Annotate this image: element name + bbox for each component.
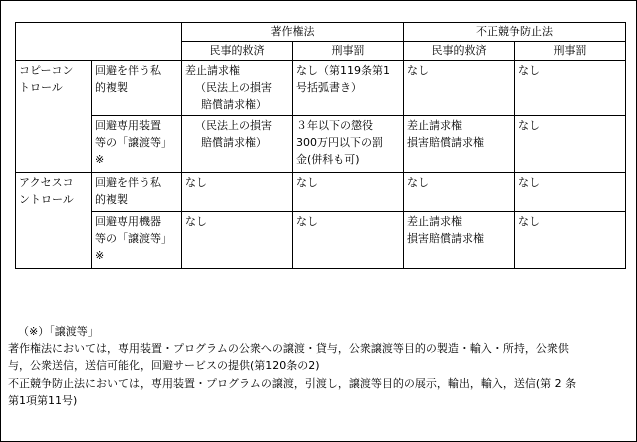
unfair-criminal-cell xyxy=(515,212,626,269)
header-copyright-criminal: 刑事罰 xyxy=(293,42,404,61)
cell-line: 損害賠償請求権 xyxy=(407,136,484,149)
unfair-civil-cell xyxy=(404,61,515,116)
copyright-criminal-cell xyxy=(293,116,404,173)
act-cell xyxy=(92,212,182,269)
cell-line: 回避専用機器 xyxy=(95,215,161,228)
unfair-civil-cell xyxy=(404,212,515,269)
cell-line: なし xyxy=(518,64,540,77)
unfair-criminal-cell xyxy=(515,173,626,212)
cell-line: コピーコン xyxy=(19,64,74,77)
act-cell xyxy=(92,173,182,212)
table-row xyxy=(16,212,626,269)
cell-line: なし xyxy=(296,176,318,189)
footnote-line: 不正競争防止法においては，専用装置・プログラムの譲渡，引渡し，譲渡等目的の展示，輸出，輸入，送信(第 2 条 xyxy=(8,376,577,390)
unfair-criminal-cell xyxy=(515,61,626,116)
cell-line: 号括弧書き） xyxy=(296,81,362,94)
copyright-civil-cell xyxy=(182,173,293,212)
header-empty-cell xyxy=(16,23,182,61)
footnote-line: 与，公衆送信，送信可能化，回避サービスの提供(第120条の2) xyxy=(8,359,320,373)
cell-line: 回避を伴う私 xyxy=(95,64,161,77)
cell-line: アクセスコ xyxy=(19,176,74,189)
table-row xyxy=(16,116,626,173)
cell-line: ントロール xyxy=(19,193,74,206)
cell-line: 差止請求権 xyxy=(407,119,462,132)
act-cell xyxy=(92,116,182,173)
cell-line: 的複製 xyxy=(95,193,128,206)
cell-line: なし xyxy=(518,119,540,132)
cell-line: トロール xyxy=(19,81,63,94)
copyright-criminal-cell xyxy=(293,173,404,212)
cell-line: 賠償請求権） xyxy=(201,98,267,111)
cell-line: なし xyxy=(185,176,207,189)
header-row-acts xyxy=(16,23,626,42)
cell-line: なし xyxy=(407,64,429,77)
cell-line: 等の「譲渡等」 xyxy=(95,136,172,149)
remedies-table xyxy=(15,22,626,269)
cell-line: ※ xyxy=(95,249,105,262)
cell-line: （民法上の損害 xyxy=(195,81,272,94)
cell-line: なし xyxy=(296,215,318,228)
cell-line: なし xyxy=(518,215,540,228)
cell-line: 金(併科も可) xyxy=(296,153,360,166)
table-row xyxy=(16,173,626,212)
category-access-control xyxy=(16,173,92,269)
unfair-civil-cell xyxy=(404,116,515,173)
copyright-civil-cell xyxy=(182,116,293,173)
copyright-criminal-cell xyxy=(293,212,404,269)
header-unfair-comp-act: 不正競争防止法 xyxy=(404,23,626,42)
copyright-civil-cell xyxy=(182,61,293,116)
cell-line: ３年以下の懲役 xyxy=(296,119,373,132)
cell-line: 差止請求権 xyxy=(185,64,240,77)
header-copyright-act: 著作権法 xyxy=(182,23,404,42)
cell-line: 回避を伴う私 xyxy=(95,176,161,189)
cell-line: 損害賠償請求権 xyxy=(407,232,484,245)
header-unfair-civil: 民事的救済 xyxy=(404,42,515,61)
footnote-line: 第1項第11号) xyxy=(8,393,78,407)
category-copy-control xyxy=(16,61,92,173)
cell-line: 的複製 xyxy=(95,81,128,94)
cell-line: なし xyxy=(185,215,207,228)
cell-line: 300万円以下の罰 xyxy=(296,136,383,149)
footnote-title: （※）「譲渡等」 xyxy=(18,325,99,338)
footnote-line: 著作権法においては，専用装置・プログラムの公衆への譲渡・貸与，公衆譲渡等目的の製造・輸入・所持，公衆供 xyxy=(8,342,569,356)
act-cell xyxy=(92,61,182,116)
cell-line: 回避専用装置 xyxy=(95,119,161,132)
header-unfair-criminal: 刑事罰 xyxy=(515,42,626,61)
unfair-civil-cell xyxy=(404,173,515,212)
cell-line: 等の「譲渡等」 xyxy=(95,232,172,245)
cell-line: ※ xyxy=(95,153,105,166)
copyright-civil-cell xyxy=(182,212,293,269)
table-row xyxy=(16,61,626,116)
cell-line: （民法上の損害 xyxy=(195,119,272,132)
cell-line: 差止請求権 xyxy=(407,215,462,228)
cell-line: なし xyxy=(518,176,540,189)
cell-line: なし xyxy=(407,176,429,189)
cell-line: なし（第119条第1 xyxy=(296,64,390,77)
copyright-criminal-cell xyxy=(293,61,404,116)
footnote xyxy=(8,323,628,409)
unfair-criminal-cell xyxy=(515,116,626,173)
header-copyright-civil: 民事的救済 xyxy=(182,42,293,61)
cell-line: 賠償請求権） xyxy=(201,136,267,149)
